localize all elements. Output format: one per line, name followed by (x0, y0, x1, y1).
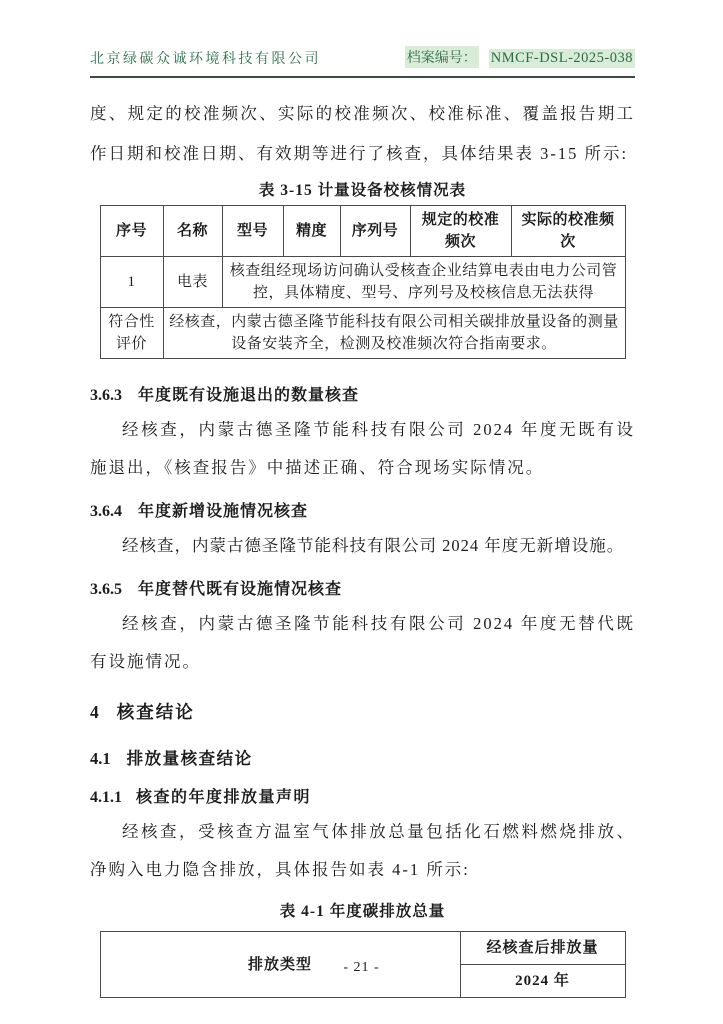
archive-number: NMCF-DSL-2025-038 (490, 50, 633, 66)
cell-year-header: 2024 年 (460, 965, 625, 998)
section-number: 4.1.1 (90, 789, 122, 806)
section-4-1-heading (90, 745, 635, 773)
cell-conformance-note: 经核查，内蒙古德圣隆节能科技有限公司相关碳排放量设备的测量设备安装齐全，检测及校准频次符合指南要求。 (163, 308, 625, 359)
col-header-serial: 序列号 (340, 206, 410, 257)
section-number: 3.6.4 (90, 503, 122, 520)
col-header-precision: 精度 (283, 206, 340, 257)
table-4-1-title: 表 4-1 年度碳排放总量 (279, 903, 446, 920)
chapter-number: 4 (90, 702, 99, 722)
col-header-required-freq: 规定的校准频次 (410, 206, 511, 257)
section-4-1-1-body: 经核查，受核查方温室气体排放总量包括化石燃料燃烧排放、净购入电力隐含排放，具体报告如表 4-1 所示: (90, 822, 635, 879)
cell-seq: 1 (100, 257, 163, 308)
table-row (100, 308, 625, 359)
section-title: 核查的年度排放量声明 (136, 789, 312, 806)
cell-emission-type-header: 排放类型 (100, 932, 460, 998)
section-number: 3.6.3 (90, 387, 122, 404)
page-header (90, 0, 635, 78)
table-row (100, 257, 625, 308)
section-number: 3.6.5 (90, 581, 122, 598)
table-3-15-header-row (100, 206, 625, 257)
section-3-6-5-heading (90, 577, 635, 603)
chapter-title: 核查结论 (116, 702, 195, 722)
col-header-actual-freq: 实际的校准频次 (511, 206, 625, 257)
section-3-6-5-body: 经核查，内蒙古德圣隆节能科技有限公司 2024 年度无替代既有设施情况。 (90, 614, 635, 671)
section-3-6-3-heading (90, 383, 635, 409)
table-3-15 (100, 205, 626, 359)
page-number: - 21 - (343, 960, 380, 975)
cell-name: 电表 (163, 257, 222, 308)
section-number: 4.1 (90, 749, 111, 768)
cell-verified-emission-header: 经核查后排放量 (460, 932, 625, 965)
archive-number-block (405, 46, 635, 68)
cell-meter-note: 核查组经现场访问确认受核查企业结算电表由电力公司管控，具体精度、型号、序列号及校核信息无法获得 (222, 257, 625, 308)
archive-label: 档案编号： (405, 46, 479, 68)
intro-paragraph: 度、规定的校准频次、实际的校准频次、校准标准、覆盖报告期工作日期和校准日期、有效期等进行了核查，具体结果表 3-15 所示: (90, 104, 635, 163)
section-title: 年度新增设施情况核查 (138, 503, 309, 520)
col-header-name: 名称 (163, 206, 222, 257)
section-3-6-4-heading (90, 499, 635, 525)
section-3-6-3-body: 经核查，内蒙古德圣隆节能科技有限公司 2024 年度无既有设施退出，《核查报告》中描述正确、符合现场实际情况。 (90, 420, 635, 477)
section-title: 年度替代既有设施情况核查 (138, 581, 343, 598)
section-3-6-4-body: 经核查，内蒙古德圣隆节能科技有限公司 2024 年度无新增设施。 (122, 536, 625, 555)
section-title: 年度既有设施退出的数量核查 (138, 387, 360, 404)
section-4-1-1-heading (90, 785, 635, 811)
chapter-4-heading (90, 697, 635, 727)
col-header-model: 型号 (222, 206, 283, 257)
section-title: 排放量核查结论 (126, 749, 253, 768)
company-name: 北京绿碳众诚环境科技有限公司 (90, 52, 321, 67)
cell-conformance-label: 符合性评价 (100, 308, 163, 359)
col-header-seq: 序号 (100, 206, 163, 257)
table-3-15-title: 表 3-15 计量设备校核情况表 (258, 182, 467, 199)
